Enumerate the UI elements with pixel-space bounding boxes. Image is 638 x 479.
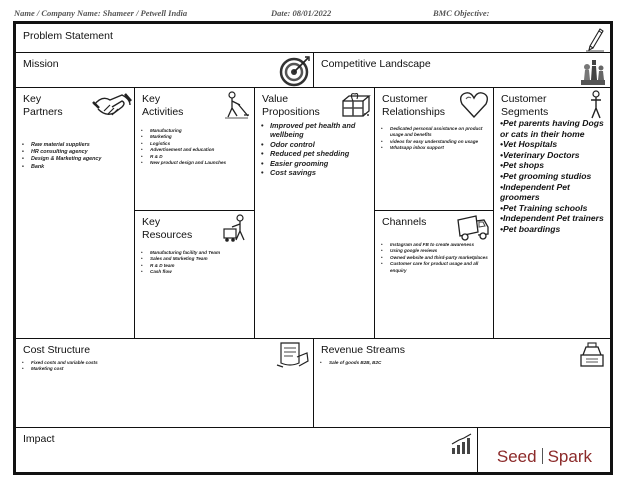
key-activities-title — [142, 93, 183, 119]
list-item: • Advertisement and education — [141, 147, 253, 153]
list-item: •Independent Pet trainers — [500, 213, 604, 224]
delivery-truck-icon — [456, 214, 490, 242]
list-item: • videos for easy understanding on usage — [381, 139, 493, 145]
canvas-header — [14, 8, 624, 20]
customer-relationships-title-line2: Relationships — [382, 106, 446, 118]
revenue-streams-list — [320, 360, 520, 366]
customer-segments-list — [500, 118, 610, 235]
factory-worker-icon — [222, 213, 250, 243]
list-item: • Manufacturing — [141, 128, 253, 134]
revenue-streams-block[interactable] — [313, 338, 611, 428]
list-item: • HR consulting agency — [22, 149, 132, 156]
channels-list — [381, 242, 493, 274]
key-resources-list — [141, 250, 253, 276]
problem-statement-block[interactable] — [15, 23, 611, 53]
value-propositions-title-line2: Propositions — [262, 106, 320, 118]
target-icon — [279, 55, 311, 87]
cost-structure-title: Cost Structure — [23, 344, 91, 356]
list-item: • Raw material suppliers — [22, 142, 132, 149]
impact-title: Impact — [23, 433, 55, 445]
key-partners-title-line2: Partners — [23, 106, 63, 118]
heart-icon — [459, 91, 489, 119]
list-item: • Fixed costs and variable costs — [22, 360, 222, 366]
competitive-landscape-title: Competitive Landscape — [321, 58, 431, 70]
date-label: Date: 08/01/2022 — [271, 8, 332, 18]
list-item: •Pet Training schools — [500, 202, 588, 213]
mission-block[interactable] — [15, 52, 314, 88]
list-item: • Manufacturing facility and Team — [141, 250, 253, 256]
list-item: • Cost savings — [261, 168, 373, 177]
channels-block[interactable] — [374, 210, 494, 339]
list-item: •Pet grooming studios — [500, 170, 592, 181]
key-activities-list — [141, 128, 253, 166]
value-propositions-block[interactable] — [254, 87, 375, 339]
key-activities-title-line2: Activities — [142, 106, 184, 118]
list-item: • Reduced pet shedding — [261, 149, 373, 158]
list-item: • Logistics — [141, 141, 253, 147]
brand-divider — [477, 428, 478, 472]
worker-icon — [222, 90, 250, 120]
key-partners-list — [22, 142, 132, 171]
list-item: •Veterinary Doctors — [500, 149, 580, 160]
growth-chart-icon — [450, 433, 474, 455]
customer-segments-block[interactable] — [493, 87, 611, 339]
list-item: • Whatsapp inbox support — [381, 145, 493, 151]
pencil-icon — [584, 26, 606, 52]
list-item: • Odor control — [261, 140, 373, 149]
company-name-label: Name / Company Name: Shameer / Petwell India — [14, 8, 188, 18]
revenue-streams-title: Revenue Streams — [321, 344, 406, 356]
cost-structure-block[interactable] — [15, 338, 314, 428]
gift-box-icon — [339, 91, 371, 119]
customer-relationships-block[interactable] — [374, 87, 494, 211]
list-item: •Pet boardings — [500, 223, 561, 234]
key-resources-block[interactable] — [134, 210, 255, 339]
key-partners-title-line1: Key — [23, 93, 42, 105]
list-item: • Design & Marketing agency — [22, 156, 132, 163]
list-item: • Owned website and third-party marketplaces — [381, 255, 493, 261]
brand-seed: Seed — [496, 447, 537, 466]
customer-segments-title-line2: Segments — [501, 106, 549, 118]
list-item: •Vet Hospitals — [500, 139, 558, 150]
list-item: • Marketing — [141, 134, 253, 140]
list-item: • Instagram and FB to create awareness — [381, 242, 493, 248]
key-resources-title-line2: Resources — [142, 229, 193, 241]
list-item: •Pet parents having Dogs or cats in their home — [500, 118, 604, 139]
list-item: • Bank — [22, 164, 132, 171]
cash-register-icon — [578, 341, 606, 369]
seedspark-logo — [497, 447, 592, 467]
customer-segments-title-line1: Customer — [501, 93, 547, 105]
list-item: •Independent Pet groomers — [500, 181, 570, 203]
list-item: • Dedicated personal assistance on product usage and benefits — [381, 126, 493, 139]
list-item: • Improved pet health and wellbeing — [261, 121, 373, 140]
list-item: • New product design and Launches — [141, 160, 253, 166]
person-icon — [588, 90, 604, 120]
problem-statement-title: Problem Statement — [23, 30, 113, 42]
business-model-canvas — [13, 21, 613, 475]
list-item: • Customer care for product usage and all enquiry — [381, 261, 493, 274]
customer-relationships-title-line1: Customer — [382, 93, 428, 105]
list-item: • Sale of goods B2B, B2C — [320, 360, 520, 366]
key-resources-title — [142, 216, 192, 242]
handshake-icon — [92, 91, 132, 121]
channels-title: Channels — [382, 216, 427, 228]
bmc-objective-label: BMC Objective: — [433, 8, 490, 18]
receipt-icon — [275, 341, 309, 369]
list-item: • Using google reviews — [381, 248, 493, 254]
list-item: • Marketing cost — [22, 366, 222, 372]
key-partners-block[interactable] — [15, 87, 135, 339]
brand-spark: Spark — [547, 447, 592, 466]
customer-segments-title — [501, 93, 548, 119]
list-item: • R & D team — [141, 263, 253, 269]
competitive-landscape-block[interactable] — [313, 52, 611, 88]
list-item: • Sales and Marketing Team — [141, 256, 253, 262]
list-item: •Pet shops — [500, 160, 545, 171]
customer-relationships-list — [381, 126, 493, 152]
list-item: • Easier grooming — [261, 159, 373, 168]
key-resources-title-line1: Key — [142, 216, 161, 228]
key-activities-block[interactable] — [134, 87, 255, 211]
value-propositions-title — [262, 93, 320, 119]
list-item: • R & D — [141, 154, 253, 160]
brand-separator — [542, 448, 543, 464]
key-partners-title — [23, 93, 63, 119]
impact-block[interactable] — [15, 427, 611, 473]
mission-title: Mission — [23, 58, 59, 70]
value-propositions-title-line1: Value — [262, 93, 289, 105]
value-propositions-list — [261, 121, 373, 177]
cost-structure-list — [22, 360, 222, 373]
chess-pieces-icon — [580, 56, 606, 86]
key-activities-title-line1: Key — [142, 93, 161, 105]
list-item: • Cash flow — [141, 269, 253, 275]
customer-relationships-title — [382, 93, 445, 119]
